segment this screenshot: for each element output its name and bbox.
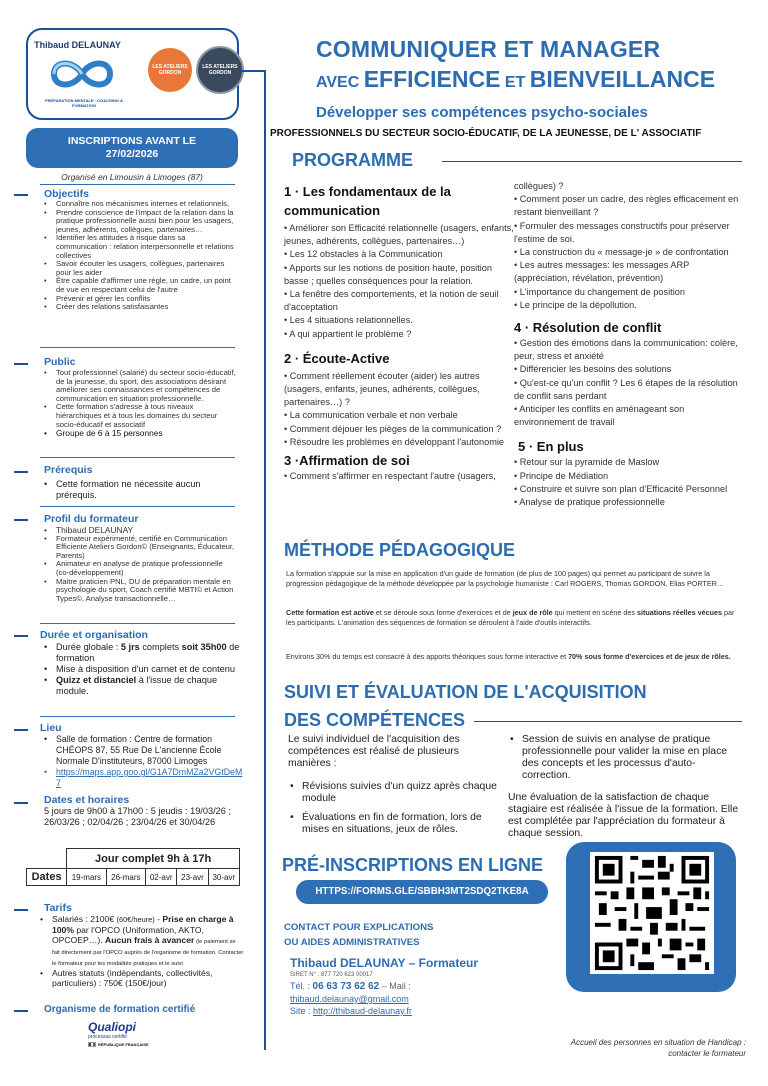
dates-text: 5 jours de 9h00 à 17h00 : 5 jeudis : 19/03/26 ; 26/03/26 ; 02/04/26 ; 23/04/26 et 30/04/26 [44, 806, 231, 827]
table-cell: 02-avr [146, 869, 177, 886]
list-item: collègues) ? [514, 181, 564, 191]
tarif-salaries-price: Salariés : 2100€ [52, 914, 117, 924]
list-item: • Thibaud DELAUNAY [26, 526, 240, 535]
list-item: • Principe de Médiation [514, 470, 609, 481]
tarif-salaries-rate: (60€/heure) [116, 915, 155, 924]
contact-heading [284, 920, 433, 950]
table-header-cell: Jour complet 9h à 17h [67, 849, 240, 869]
siret: SIRET N° : 877 720 623 00017 [290, 972, 373, 978]
methode-heading: MÉTHODE PÉDAGOGIQUE [284, 540, 516, 560]
logo-subtitle: PRÉPARATION MENTALE · COACHING & FORMATION [45, 98, 123, 108]
methode-situations: situations réelles vécues [636, 608, 723, 617]
list-item: • Créer des relations satisfaisantes [26, 303, 240, 312]
methode-p2 [286, 608, 742, 627]
infinity-logo-icon [46, 54, 118, 94]
main-title-line2 [316, 66, 715, 93]
header-connector-line [238, 70, 266, 72]
profil-heading: Profil du formateur [44, 513, 139, 525]
list-item: • Cette formation ne nécessite aucun prérequis. [26, 479, 240, 501]
qr-code-icon [590, 852, 714, 974]
divider [40, 506, 235, 507]
list-item: • Savoir écouter les usagers, collègues, partenaires pour les aider [26, 260, 240, 277]
title-word-efficience: EFFICIENCE [363, 66, 501, 92]
list-item: • Différencier les besoins des solutions [514, 364, 672, 375]
tarif-opco: par l'OPCO (Uniformation, AKTO, OPCOEP…). [52, 925, 204, 945]
list-item: • La fenêtre des comportements, et la notion de seuil d'acceptation [284, 289, 499, 313]
section-marker [14, 519, 28, 521]
section-marker [14, 802, 28, 804]
tel-line [290, 981, 411, 992]
public-heading: Public [44, 356, 76, 368]
methode-active: Cette formation est active [286, 608, 374, 617]
table-row-label: Dates [27, 869, 67, 886]
table-cell-empty [27, 849, 67, 869]
table-row [27, 869, 240, 886]
list-item: • Prévenir et gérer les conflits [26, 295, 240, 304]
title-word-bienveillance: BIENVEILLANCE [529, 66, 716, 92]
list-item: • Apports sur les notions de position haute, position basse ; quelles conséquences pour la relation. [284, 262, 493, 286]
contact-line1: CONTACT POUR EXPLICATIONS [284, 922, 434, 933]
divider [40, 347, 235, 348]
quizz-label: Quizz et distanciel [56, 675, 137, 685]
section-marker [14, 1010, 28, 1012]
lieu-list [26, 734, 244, 789]
section-marker [14, 363, 28, 365]
table-cell: 23-avr [177, 869, 208, 886]
programme-col-left [284, 182, 514, 483]
list-item: • L'importance du changement de position [514, 286, 685, 297]
s4-title: 4 · Résolution de conflit [514, 320, 662, 336]
public-list [26, 369, 240, 438]
list-item: • Construire et suivre son plan d'Efficacité Personnel [514, 483, 728, 494]
suivi-heading-line1: SUIVI ET ÉVALUATION DE L'ACQUISITION [284, 682, 647, 702]
list-item: • Les autres messages: les messages ARP (appréciation, révélation, prévention) [514, 260, 690, 284]
subtitle: Développer ses compétences psycho-sociales [316, 104, 648, 121]
s3-title: 3 ·Affirmation de soi [284, 453, 410, 469]
heading-rule [474, 721, 742, 722]
mail-label: – Mail : [379, 981, 411, 991]
objectifs-list [26, 200, 240, 312]
list-item: • La construction du « message-je » de confrontation [514, 247, 729, 258]
s1-title-b: communication [284, 203, 381, 218]
list-item: • Analyse de pratique professionnelle [514, 497, 665, 508]
inscriptions-banner [26, 128, 238, 168]
duree-days: 5 jrs [120, 642, 140, 652]
tarif-aucun-frais: Aucun frais à avancer [105, 935, 195, 945]
list-item: • Les 4 situations relationnelles. [284, 315, 413, 326]
ateliers-gordon-badge: LES ATELIERS GORDON [148, 48, 192, 92]
duree-item: • Mise à disposition d'un carnet et de contenu [26, 664, 240, 675]
quizz-text: à l'issue de chaque module. [56, 675, 218, 696]
duree-item [26, 642, 240, 664]
divider [40, 623, 235, 624]
suivi-bullet-text: Révisions suivies d'un quizz après chaque module [302, 781, 497, 804]
tel-number[interactable]: 06 63 73 62 62 [312, 981, 380, 992]
section-marker [14, 635, 28, 637]
suivi-bullet-2 [288, 812, 498, 836]
s3-list [284, 470, 514, 483]
contact-line2: OU AIDES ADMINISTRATIVES [284, 937, 420, 948]
inscriptions-label: INSCRIPTIONS AVANT LE [67, 135, 197, 147]
s1-title-a: 1 · Les fondamentaux de la [284, 184, 451, 199]
dates-heading: Dates et horaires [44, 794, 130, 806]
tarif-separator: - [154, 914, 163, 924]
tel-label: Tél. : [290, 981, 313, 991]
table-cell: 19-mars [67, 869, 106, 886]
list-item: • Formateur expérimenté, certifié en Communication Efficiente Ateliers Gordon© (Enseignants, Éducateur, Parents) [26, 535, 240, 561]
title-word-et: ET [500, 74, 530, 91]
map-link[interactable]: • https://maps.app.goo.gl/G1A7DmMZa2VGtDeM7 [26, 767, 244, 789]
suivi-eval: Une évaluation de la satisfaction de chaque stagiaire est réalisée à l'issue de la formation. Elle est complétée par l'appréciation du formateur à chaque session. [508, 792, 739, 839]
site-label: Site : [290, 1006, 314, 1016]
table-cell: 30-avr [208, 869, 239, 886]
title-word-avec: AVEC [316, 74, 364, 91]
qualiopi-logo [88, 1020, 168, 1054]
list-item: • Gestion des émotions dans la communication: colère, peur, stress et anxiété [514, 338, 738, 362]
suivi-bullet-text: Session de suivis en analyse de pratique professionnelle pour valider la mise en place des concepts et les processus d'auto-correction. [522, 734, 728, 781]
preinscription-heading: PRÉ-INSCRIPTIONS EN LIGNE [282, 855, 544, 875]
list-item: • Formuler des messages constructifs pour préserver l'estime de soi. [514, 220, 730, 244]
list-item: • Animateur en analyse de pratique professionnelle (co-développement) [26, 560, 240, 577]
list-item: • Comment réellement écouter (aider) les autres (usagers, enfants, jeunes, adhérents, collègues, partenaires…) ? [284, 370, 480, 408]
section-marker [14, 471, 28, 473]
duree-label: Durée globale : [56, 642, 121, 652]
bullet-icon: • [290, 812, 294, 823]
divider [40, 716, 235, 717]
tarifs-list [22, 914, 244, 988]
lieu-address: • Salle de formation : Centre de formation CHÉOPS 87, 55 Rue De L'ancienne École Normale D'instituteurs, 87000 Limoges [26, 734, 244, 767]
list-item: • A qui appartient le problème ? [284, 328, 412, 339]
programme-heading: PROGRAMME [292, 150, 413, 170]
duree-suffix: de formation [56, 642, 240, 663]
suivi-heading-line2: DES COMPÉTENCES [284, 710, 466, 730]
tarif-prise-en-charge: Prise en charge à 100% [52, 914, 234, 935]
table-cell: 26-mars [106, 869, 145, 886]
s4-list [514, 337, 746, 429]
list-item: • Comment s'affirmer en respectant l'autre (usagers, [284, 471, 496, 482]
table-row [27, 849, 240, 869]
list-item: • Connaître nos mécanismes internes et relationnels, [26, 200, 240, 209]
republique-row [88, 1042, 168, 1047]
list-item: • Le principe de la dépollution. [514, 299, 637, 310]
list-item: • Comment poser un cadre, des règles efficacement en restant bienveillant ? [514, 194, 739, 218]
organised-location: Organisé en Limousin à Limoges (87) [61, 172, 203, 182]
list-item: • Tout professionnel (salarié) du secteur socio-éducatif, de la jeunesse, du sport, des associations désirant améliorer ses connaissances et compétences de communication en situation professionnelle. [26, 369, 240, 403]
site-link[interactable]: http://thibaud-delaunay.fr [313, 1006, 412, 1016]
prerequis-list [26, 479, 240, 501]
list-item: • Identifier les attitudes à risque dans sa communication : relation interpersonnelle et relations collectives [26, 234, 240, 260]
s3-cont-list [514, 180, 746, 312]
logo-name: Thibaud DELAUNAY [34, 40, 121, 50]
methode-jeux: jeux de rôle [512, 608, 553, 617]
qualiopi-label: Qualiopi [88, 1020, 136, 1034]
list-item: • Retour sur la pyramide de Maslow [514, 457, 660, 468]
duree-complets: complets [139, 642, 182, 652]
s1-list [284, 222, 514, 341]
list-item: • Cette formation s'adresse à tous niveaux hiérarchiques et à tous les domaines du secteur socio-éducatif et associatif [26, 403, 240, 429]
french-flag-icon [88, 1042, 96, 1047]
duree-heading: Durée et organisation [40, 629, 148, 641]
prerequis-heading: Prérequis [44, 464, 93, 476]
main-divider-line [264, 70, 266, 1050]
list-item: • Anticiper les conflits en aménageant son environnement de travail [514, 404, 685, 428]
divider [40, 457, 235, 458]
list-item: • Les 12 obstacles à la Communication [284, 249, 443, 260]
qr-code[interactable] [590, 852, 714, 974]
methode-text: par les participants. L'animation des séquences de formation se déroulent à l'aide d'outils interactifs. [286, 608, 735, 627]
lieu-heading: Lieu [40, 722, 62, 734]
methode-p3 [286, 652, 742, 662]
site-line [290, 1006, 412, 1016]
logo-box [26, 28, 239, 120]
suivi-intro: Le suivi individuel de l'acquisition des compétences est réalisé de plusieurs manières : [288, 734, 460, 769]
section-marker [14, 729, 28, 731]
methode-text: qui mettent en scène des [552, 608, 637, 617]
divider [40, 184, 235, 185]
duree-list [26, 642, 240, 697]
s5-list [514, 456, 746, 509]
list-item: • La communication verbale et non verbale [284, 410, 458, 421]
methode-text: Environs 30% du temps est consacré à des apports théoriques sous forme interactive et [286, 652, 569, 661]
qualiopi-sub: processus certifié [88, 1034, 127, 1040]
tarif-note: (le paiement se fait directement par l'OPCO auprès de l'organisme de formation. Contacter le formateur pour les modalités pratiques et le suivi [52, 939, 244, 967]
section-marker [14, 909, 28, 911]
duree-hours: soit 35h00 [181, 642, 227, 652]
handicap-note: Accueil des personnes en situation de Handicap : contacter le formateur [570, 1038, 746, 1058]
profil-list [26, 526, 240, 603]
programme-col-right [514, 180, 746, 509]
methode-70: 70% sous forme d'exercices et de jeux de rôles. [568, 652, 731, 661]
tarifs-heading: Tarifs [44, 902, 72, 914]
list-item: • Prendre conscience de l'impact de la relation dans la pratique professionnelle aussi bien pour les usagers, jeunes, adhérents, collègues, partenaires… [26, 209, 240, 235]
organisme-heading: Organisme de formation certifié [44, 1004, 196, 1015]
list-item: • Améliorer son Efficacité relationnelle (usagers, enfants, jeunes, adhérents, collègues, partenaires…) [284, 223, 514, 247]
list-item: • Maitre praticien PNL, DU de préparation mentale en psychologie du sport, Coach certifié MBTI© et Action Types©, Analyse transactionnelle… [26, 578, 240, 604]
list-item: • Être capable d'affirmer une règle, un cadre, un point de vue en respectant celui de l'autre [26, 277, 240, 294]
s1-title [284, 182, 514, 220]
methode-text: et se déroule sous forme d'exercices et de [373, 608, 513, 617]
ateliers-gordon-seal: LES ATELIERS GORDON [196, 46, 244, 94]
bullet-icon: • [290, 781, 294, 792]
list-item: • Groupe de 6 à 15 personnes [26, 429, 240, 438]
preinscription-url-button[interactable]: HTTPS://FORMS.GLE/SBBH3MT2SDQ2TKE8A [296, 880, 548, 904]
list-item: • Qu'est-ce qu'un conflit ? Les 6 étapes de la résolution de conflit sans perdant [514, 377, 738, 401]
audience-line: PROFESSIONNELS DU SECTEUR SOCIO-ÉDUCATIF, DE LA JEUNESSE, DE L' ASSOCIATIF [270, 128, 702, 139]
republique-label: RÉPUBLIQUE FRANÇAISE [98, 1042, 149, 1047]
list-item: • Résoudre les problèmes en développant l'autonomie [284, 436, 504, 447]
list-item: • Comment déjouer les pièges de la communication ? [284, 423, 502, 434]
email-link[interactable]: thibaud.delaunay@gmail.com [290, 994, 409, 1004]
objectifs-heading: Objectifs [44, 188, 89, 200]
s2-title: 2 · Écoute-Active [284, 350, 390, 366]
trainer-name: Thibaud DELAUNAY – Formateur [290, 956, 479, 970]
suivi-bullet-3 [508, 734, 742, 782]
tarif-salaries [22, 914, 244, 968]
heading-rule [442, 161, 742, 162]
suivi-bullet-text: Évaluations en fin de formation, lors de mises en situations, jeux de rôles. [302, 812, 482, 835]
duree-item [26, 675, 240, 697]
tarif-autres: • Autres statuts (indépendants, collectivités, particuliers) : 750€ (150€/jour) [22, 968, 244, 988]
suivi-bullet-1 [288, 781, 498, 805]
s5-title: 5 · En plus [518, 439, 584, 455]
section-marker [14, 194, 28, 196]
methode-p1: La formation s'appuie sur la mise en application d'un guide de formation (de plus de 100 pages) qui permet au participant de suivre la progression pédagogique de la méthode développée par la psychologie humaniste : Carl ROGERS, Thomas GORDON, Elias PORTER… [286, 569, 724, 588]
main-title-line1: COMMUNIQUER ET MANAGER [316, 36, 661, 62]
bullet-icon: • [510, 734, 514, 745]
schedule-table [26, 848, 240, 886]
inscriptions-date: 27/02/2026 [105, 148, 159, 160]
s2-list [284, 370, 514, 449]
